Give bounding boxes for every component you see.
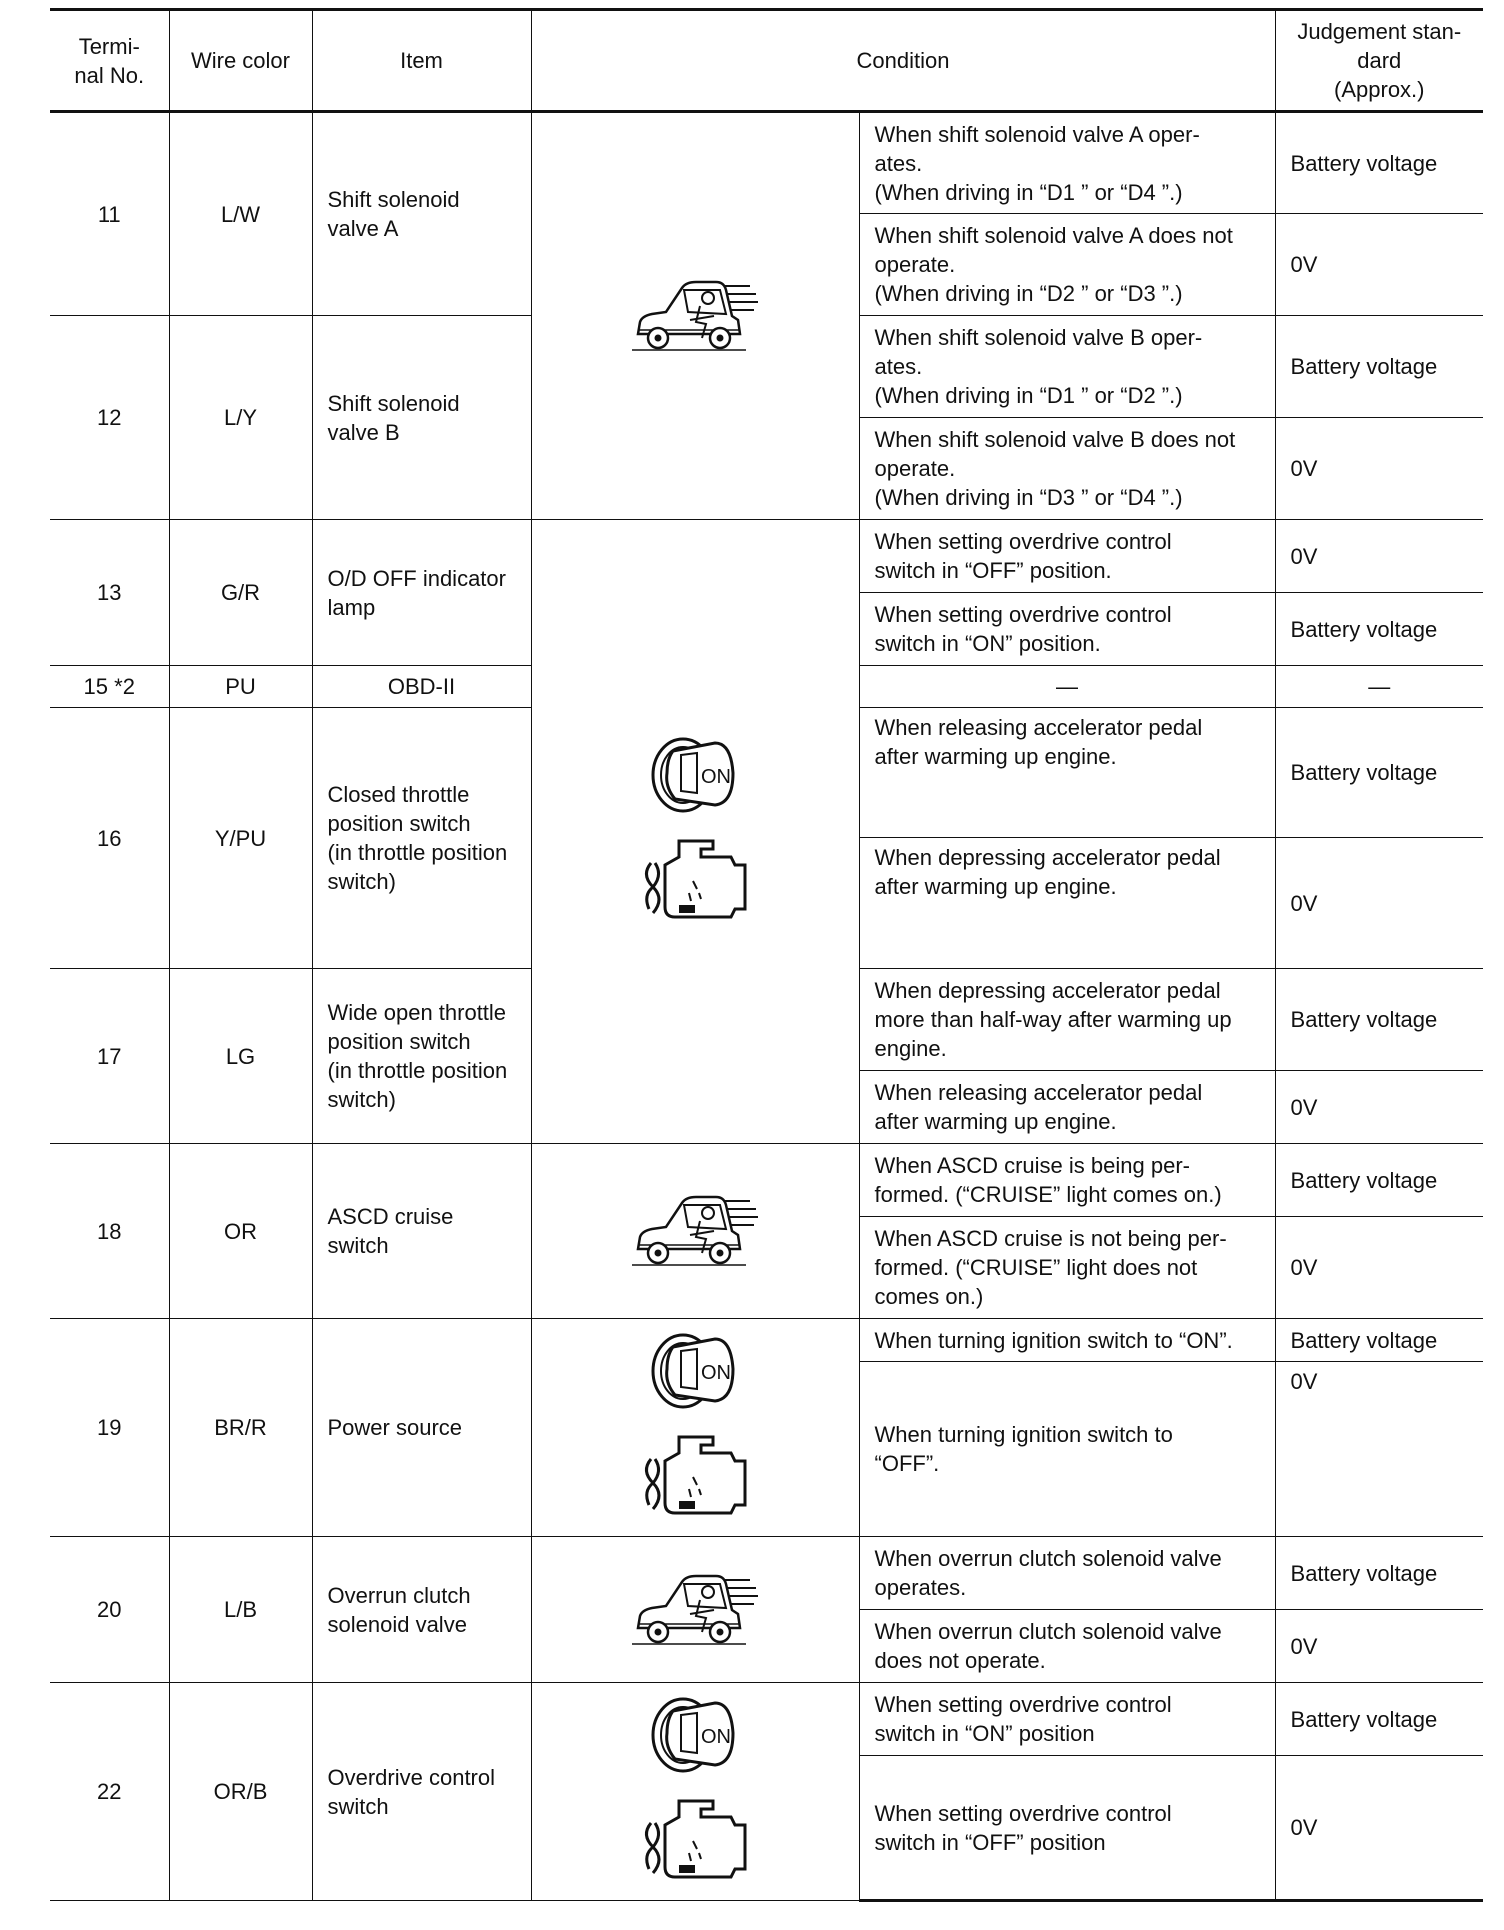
condition-line: When shift solenoid valve B oper- xyxy=(874,325,1203,350)
item-name: Power source xyxy=(312,1319,531,1537)
icon-cell-overrun xyxy=(531,1537,859,1683)
judgement-value: 0V xyxy=(1275,1362,1483,1537)
condition-line: switch in “ON” position. xyxy=(874,631,1101,656)
judgement-value: Battery voltage xyxy=(1275,969,1483,1071)
condition-line: When setting overdrive control xyxy=(874,529,1172,554)
item-line: position switch xyxy=(327,811,471,836)
condition-text xyxy=(859,1756,1275,1901)
condition-text xyxy=(859,1071,1275,1144)
condition-text xyxy=(859,1362,1275,1537)
condition-line: When ASCD cruise is being per- xyxy=(874,1153,1190,1178)
wire-color: L/B xyxy=(169,1537,312,1683)
condition-line: more than half-way after warming up xyxy=(874,1007,1232,1032)
condition-text xyxy=(859,316,1275,418)
judgement-value: 0V xyxy=(1275,838,1483,969)
wire-color: L/W xyxy=(169,112,312,316)
item-line: Shift solenoid xyxy=(327,390,460,416)
condition-line: When setting overdrive control xyxy=(874,1692,1172,1717)
judgement-value: Battery voltage xyxy=(1275,316,1483,418)
terminal-spec-table xyxy=(50,8,1483,1902)
condition-line: formed. (“CRUISE” light comes on.) xyxy=(874,1182,1222,1207)
item-name xyxy=(312,708,531,969)
item-line: position switch xyxy=(327,1029,471,1054)
condition-line: after warming up engine. xyxy=(874,874,1117,899)
judgement-value: 0V xyxy=(1275,1217,1483,1319)
condition-text xyxy=(859,1217,1275,1319)
item-name xyxy=(312,1144,531,1319)
judgement-value: Battery voltage xyxy=(1275,1683,1483,1756)
item-name xyxy=(312,969,531,1144)
wire-color: PU xyxy=(169,666,312,708)
item-line: (in throttle position xyxy=(327,1058,508,1083)
wire-color: G/R xyxy=(169,520,312,666)
item-line: solenoid valve xyxy=(327,1611,467,1637)
table-row xyxy=(50,1319,1483,1362)
condition-line: does not operate. xyxy=(874,1648,1046,1673)
condition-line: When overrun clutch solenoid valve xyxy=(874,1619,1222,1644)
header-terminal-line1: Termi- xyxy=(78,33,140,59)
condition-line: When shift solenoid valve B does not xyxy=(874,427,1236,452)
header-judgement-line2: dard xyxy=(1357,48,1402,73)
header-item: Item xyxy=(312,10,531,112)
wire-color: L/Y xyxy=(169,316,312,520)
condition-line: after warming up engine. xyxy=(874,744,1117,769)
condition-line: operates. xyxy=(874,1575,967,1600)
judgement-value: 0V xyxy=(1275,520,1483,593)
item-name xyxy=(312,1537,531,1683)
item-name xyxy=(312,1683,531,1901)
judgement-value: Battery voltage xyxy=(1275,1319,1483,1362)
item-line: (in throttle position xyxy=(327,840,508,865)
condition-text xyxy=(859,1610,1275,1683)
ignition-key-on-icon xyxy=(645,1325,745,1415)
condition-line: (When driving in “D1 ” or “D4 ”.) xyxy=(874,179,1183,205)
condition-line: When releasing accelerator pedal xyxy=(874,1080,1203,1105)
condition-line: When turning ignition switch to xyxy=(874,1422,1173,1447)
item-line: Closed throttle xyxy=(327,782,470,807)
judgement-value: 0V xyxy=(1275,214,1483,316)
condition-text xyxy=(859,112,1275,214)
item-line: valve B xyxy=(327,419,400,445)
table-row xyxy=(50,1144,1483,1217)
engine-running-icon xyxy=(635,835,755,935)
condition-text xyxy=(859,838,1275,969)
item-line: ASCD cruise xyxy=(327,1204,454,1229)
item-line: valve A xyxy=(327,216,399,241)
terminal-no: 18 xyxy=(50,1144,169,1319)
condition-line: ates. xyxy=(874,150,923,176)
judgement-value: Battery voltage xyxy=(1275,708,1483,838)
condition-text xyxy=(859,1144,1275,1217)
condition-line: When depressing accelerator pedal xyxy=(874,845,1221,870)
condition-line: When setting overdrive control xyxy=(874,1800,1172,1826)
item-line: Wide open throttle xyxy=(327,1000,507,1025)
condition-line: When setting overdrive control xyxy=(874,602,1172,627)
condition-line: ates. xyxy=(874,354,923,379)
terminal-no: 12 xyxy=(50,316,169,520)
condition-text: When turning ignition switch to “ON”. xyxy=(859,1319,1275,1362)
item-line: switch) xyxy=(327,869,396,894)
condition-line: When shift solenoid valve A does not xyxy=(874,223,1233,248)
judgement-value: 0V xyxy=(1275,1756,1483,1901)
item-name: OBD-II xyxy=(312,666,531,708)
judgement-value: 0V xyxy=(1275,1610,1483,1683)
wire-color: OR xyxy=(169,1144,312,1319)
condition-text xyxy=(859,1537,1275,1610)
item-line: Overdrive control xyxy=(327,1764,496,1790)
header-wire-color: Wire color xyxy=(169,10,312,112)
item-line: lamp xyxy=(327,594,376,620)
item-line: switch) xyxy=(327,1087,396,1112)
item-line: O/D OFF indicator xyxy=(327,565,506,591)
terminal-no: 22 xyxy=(50,1683,169,1901)
terminal-no: 19 xyxy=(50,1319,169,1537)
header-judgement-line3: (Approx.) xyxy=(1334,77,1425,102)
header-terminal-line2: nal No. xyxy=(74,62,145,88)
icon-cell-ignition-engine xyxy=(531,1683,859,1901)
judgement-value: — xyxy=(1275,666,1483,708)
ignition-key-on-icon xyxy=(645,729,745,819)
wire-color: BR/R xyxy=(169,1319,312,1537)
judgement-value: Battery voltage xyxy=(1275,593,1483,666)
terminal-no: 20 xyxy=(50,1537,169,1683)
icon-cell-cruise xyxy=(531,1144,859,1319)
condition-text xyxy=(859,214,1275,316)
table-row xyxy=(50,1537,1483,1610)
wire-color: Y/PU xyxy=(169,708,312,969)
table-row xyxy=(50,112,1483,214)
header-judgement-standard xyxy=(1275,10,1483,112)
condition-line: comes on.) xyxy=(874,1284,984,1309)
engine-running-icon xyxy=(635,1431,755,1531)
item-name xyxy=(312,316,531,520)
engine-running-icon xyxy=(635,1795,755,1895)
terminal-no: 11 xyxy=(50,112,169,316)
terminal-no: 15 *2 xyxy=(50,666,169,708)
header-terminal-no xyxy=(50,10,169,112)
judgement-value: Battery voltage xyxy=(1275,112,1483,214)
condition-text xyxy=(859,520,1275,593)
judgement-value: Battery voltage xyxy=(1275,1144,1483,1217)
condition-line: engine. xyxy=(874,1036,947,1061)
condition-line: When depressing accelerator pedal xyxy=(874,978,1221,1003)
condition-line: formed. (“CRUISE” light does not xyxy=(874,1255,1198,1280)
icon-cell-ignition-engine xyxy=(531,1319,859,1537)
condition-line: (When driving in “D3 ” or “D4 ”.) xyxy=(874,485,1183,510)
judgement-value: 0V xyxy=(1275,1071,1483,1144)
icon-cell-driving xyxy=(531,112,859,520)
header-judgement-line1: Judgement stan- xyxy=(1297,19,1462,44)
condition-line: (When driving in “D1 ” or “D2 ”.) xyxy=(874,383,1183,408)
icon-cell-ignition-engine xyxy=(531,520,859,1144)
item-line: Shift solenoid xyxy=(327,187,460,212)
condition-line: When releasing accelerator pedal xyxy=(874,715,1203,740)
terminal-table-container xyxy=(50,8,1462,1902)
condition-line: switch in “OFF” position xyxy=(874,1829,1106,1855)
terminal-no: 16 xyxy=(50,708,169,969)
item-line: switch xyxy=(327,1793,389,1819)
condition-line: When shift solenoid valve A oper- xyxy=(874,121,1200,147)
car-driving-icon xyxy=(630,1570,760,1650)
judgement-value: Battery voltage xyxy=(1275,1537,1483,1610)
condition-line: operate. xyxy=(874,252,956,277)
condition-text: — xyxy=(859,666,1275,708)
item-line: switch xyxy=(327,1233,389,1258)
condition-text xyxy=(859,418,1275,520)
terminal-no: 13 xyxy=(50,520,169,666)
condition-line: operate. xyxy=(874,456,956,481)
terminal-no: 17 xyxy=(50,969,169,1144)
condition-text xyxy=(859,593,1275,666)
judgement-value: 0V xyxy=(1275,418,1483,520)
item-name xyxy=(312,112,531,316)
condition-line: (When driving in “D2 ” or “D3 ”.) xyxy=(874,281,1183,306)
wire-color: LG xyxy=(169,969,312,1144)
wire-color: OR/B xyxy=(169,1683,312,1901)
header-condition: Condition xyxy=(531,10,1275,112)
condition-line: switch in “OFF” position. xyxy=(874,558,1112,583)
condition-text xyxy=(859,969,1275,1071)
condition-line: “OFF”. xyxy=(874,1451,940,1476)
item-name xyxy=(312,520,531,666)
condition-text xyxy=(859,1683,1275,1756)
condition-text xyxy=(859,708,1275,838)
condition-line: When overrun clutch solenoid valve xyxy=(874,1546,1222,1571)
condition-line: When ASCD cruise is not being per- xyxy=(874,1226,1227,1251)
condition-line: switch in “ON” position xyxy=(874,1721,1095,1746)
ignition-key-on-icon xyxy=(645,1689,745,1779)
item-line: Overrun clutch xyxy=(327,1582,471,1608)
car-driving-icon xyxy=(630,1191,760,1271)
condition-line: after warming up engine. xyxy=(874,1109,1117,1134)
table-row xyxy=(50,520,1483,593)
car-driving-icon xyxy=(630,276,760,356)
table-row xyxy=(50,1683,1483,1756)
